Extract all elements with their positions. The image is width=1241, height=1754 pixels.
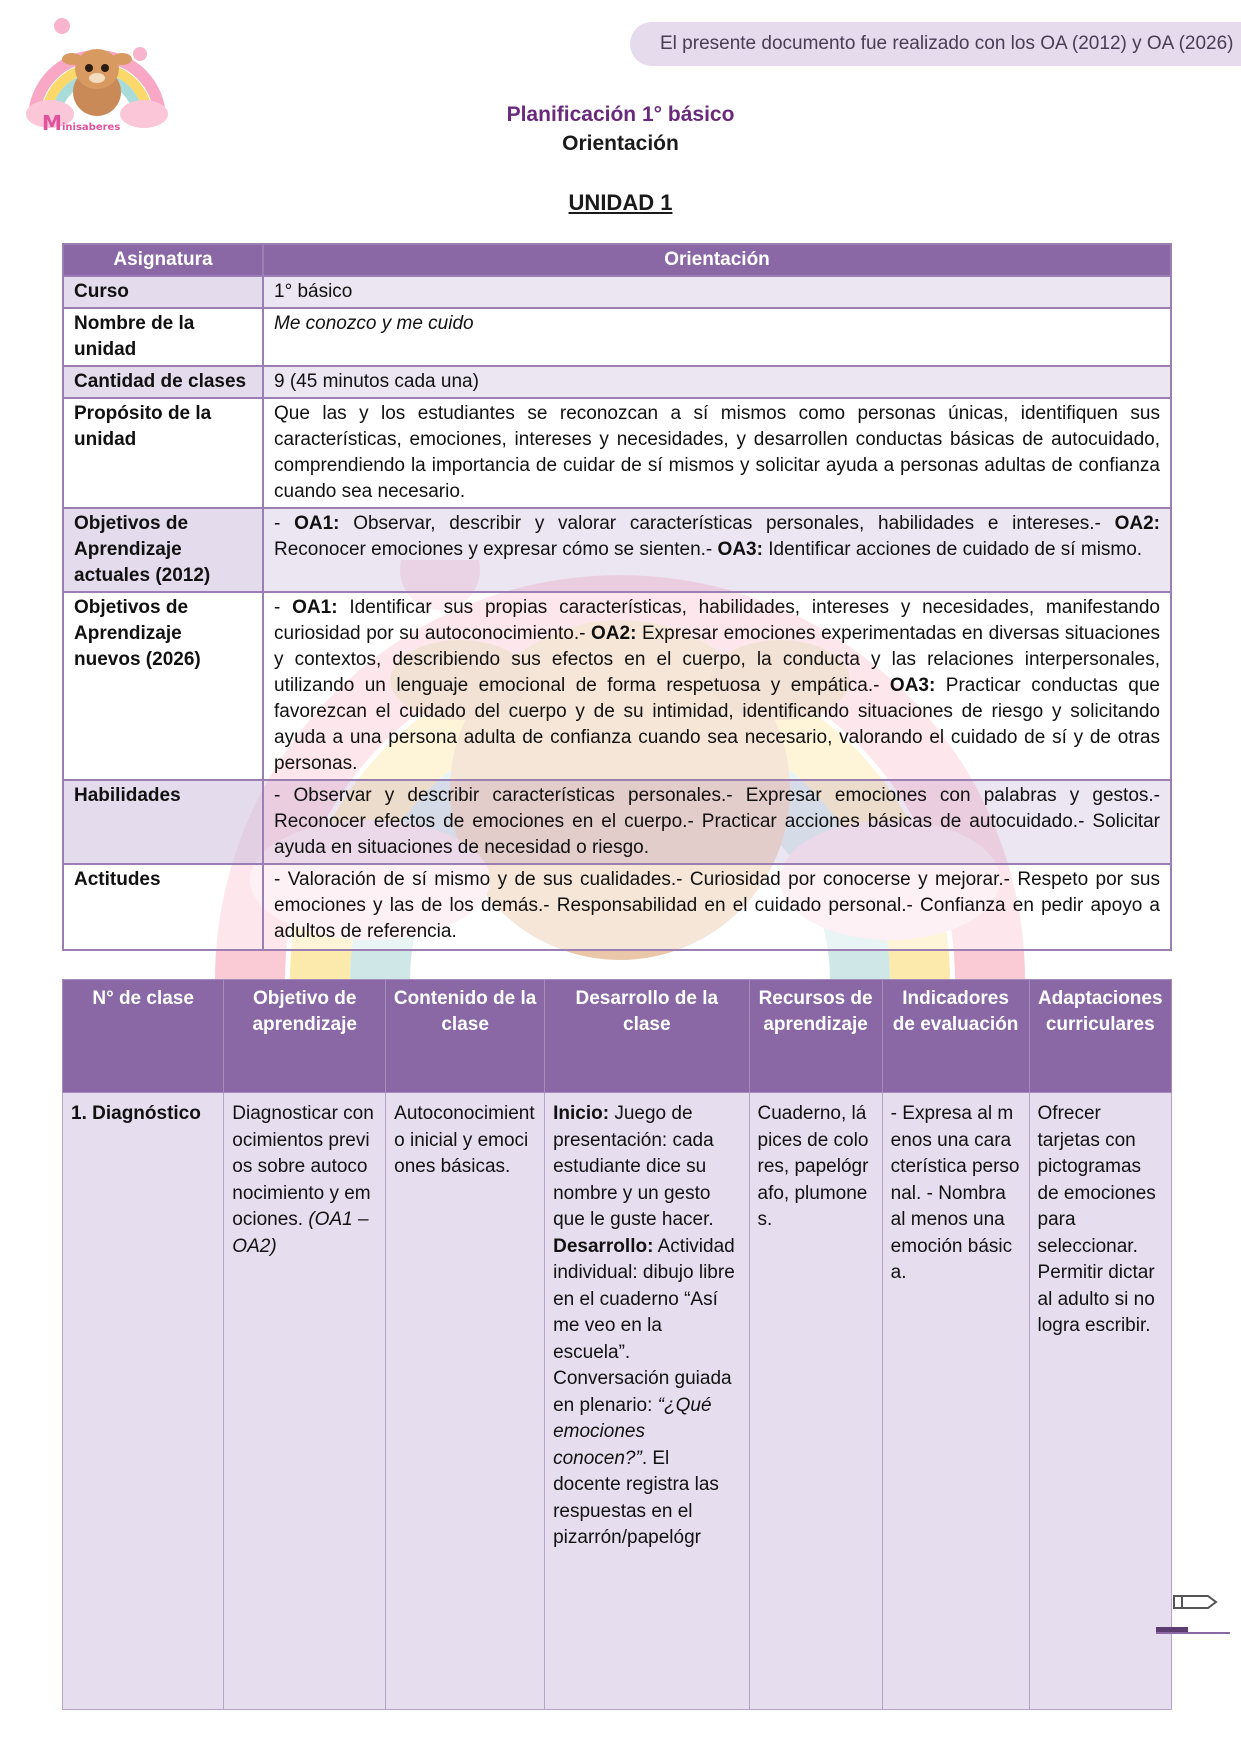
- col-header-indicadores: Indicadores de evaluación: [882, 980, 1029, 1093]
- cell-indicadores: - Expresa al menos una característica personal. - Nombra al menos una emoción básica.: [882, 1093, 1029, 1710]
- cantidad-label: Cantidad de clases: [63, 366, 263, 398]
- oa2012-row: [63, 508, 1171, 592]
- cell-adaptaciones: Ofrecer tarjetas con pictogramas de emociones para seleccionar. Permitir dictar al adulto si no logra escribir.: [1029, 1093, 1171, 1710]
- document-banner: El presente documento fue realizado con los OA (2012) y OA (2026): [630, 22, 1241, 66]
- proposito-value: Que las y los estudiantes se reconozcan a sí mismos como personas únicas, identifiquen sus características, emociones, intereses y necesidades, y desarrollen conductas básicas de autocuidado, comprendiendo la importancia de cuidar de sí mismos y solicitar ayuda a personas adultas de confianza cuando sea necesario.: [263, 398, 1171, 508]
- page-title: Planificación 1° básico: [506, 103, 735, 126]
- oa2026-row: [63, 592, 1171, 780]
- habilidades-value: - Observar y describir características personales.- Expresar emociones con palabras y gestos.- Reconocer efectos de emociones en el cuerpo.- Practicar acciones básicas de autocuidado.- Solicitar ayuda en situaciones de necesidad o riesgo.: [263, 780, 1171, 864]
- oa2026-label: Objetivos de Aprendizaje nuevos (2026): [63, 592, 263, 780]
- cell-desarrollo: Inicio: Juego de presentación: cada estudiante dice su nombre y un gesto que le guste hacer. Desarrollo: Actividad individual: dibujo libre en el cuaderno “Así me veo en la escuela”. Conversación guiada en plenario: “¿Qué emociones conocen?”. El docente registra las respuestas en el pizarrón/papelógr: [545, 1093, 749, 1710]
- cell-clase: 1. Diagnóstico: [63, 1093, 224, 1710]
- unit-info-table: [62, 243, 1172, 951]
- info-header-row: [63, 244, 1171, 276]
- habilidades-row: [63, 780, 1171, 864]
- curso-value: 1° básico: [263, 276, 1171, 308]
- plan-header-row: [63, 980, 1172, 1093]
- page-subject: Orientación: [562, 132, 679, 155]
- header-value: Orientación: [263, 244, 1171, 276]
- cell-objetivo: Diagnosticar conocimientos previos sobre autoconocimiento y emociones. (OA1 – OA2): [224, 1093, 386, 1710]
- col-header-contenido: Contenido de la clase: [386, 980, 545, 1093]
- page-corner-line: [1156, 1632, 1230, 1634]
- cantidad-row: [63, 366, 1171, 398]
- svg-text:M: M: [42, 111, 62, 135]
- actitudes-label: Actitudes: [63, 864, 263, 950]
- oa2012-label: Objetivos de Aprendizaje actuales (2012): [63, 508, 263, 592]
- oa2012-value: - OA1: Observar, describir y valorar características personales, habilidades e intereses.- OA2: Reconocer emociones y expresar cómo se sienten.- OA3: Identificar acciones de cuidado de sí mismo.: [263, 508, 1171, 592]
- header-key: Asignatura: [63, 244, 263, 276]
- col-header-objetivo: Objetivo de aprendizaje: [224, 980, 386, 1093]
- habilidades-label: Habilidades: [63, 780, 263, 864]
- proposito-label: Propósito de la unidad: [63, 398, 263, 508]
- curso-label: Curso: [63, 276, 263, 308]
- nombre-label: Nombre de la unidad: [63, 308, 263, 366]
- col-header-clase: N° de clase: [63, 980, 224, 1093]
- actitudes-row: [63, 864, 1171, 950]
- logo-wordmark: inisaberes: [62, 122, 121, 133]
- cell-recursos: Cuaderno, lápices de colores, papelógrafo, plumones.: [749, 1093, 882, 1710]
- unit-title: UNIDAD 1: [568, 190, 673, 215]
- cell-contenido: Autoconocimiento inicial y emociones básicas.: [386, 1093, 545, 1710]
- col-header-recursos: Recursos de aprendizaje: [749, 980, 882, 1093]
- curso-row: [63, 276, 1171, 308]
- col-header-desarrollo: Desarrollo de la clase: [545, 980, 749, 1093]
- cantidad-value: 9 (45 minutos cada una): [263, 366, 1171, 398]
- pencil-corner-icon: [1170, 1588, 1220, 1618]
- oa2026-value: - OA1: Identificar sus propias características, habilidades, intereses y necesidades, manifestando curiosidad por su autoconocimiento.- OA2: Expresar emociones experimentadas en diversas situaciones y contextos, describiendo sus efectos en el cuerpo, la conducta y las relaciones interpersonales, utilizando un lenguaje emocional de forma respetuosa y empática.- OA3: Practicar conductas que favorezcan el cuidado del cuerpo y de su intimidad, identificando situaciones de riesgo y solicitando ayuda a una persona adulta de confianza cuando sea necesario, valorando el cuidado de sí y de otras personas.: [263, 592, 1171, 780]
- proposito-row: [63, 398, 1171, 508]
- nombre-row: [63, 308, 1171, 366]
- col-header-adaptaciones: Adaptaciones curriculares: [1029, 980, 1171, 1093]
- plan-row-1: [63, 1093, 1172, 1710]
- class-plan-table: [62, 979, 1172, 1710]
- nombre-value: Me conozco y me cuido: [263, 308, 1171, 366]
- actitudes-value: - Valoración de sí mismo y de sus cualidades.- Curiosidad por conocerse y mejorar.- Respeto por sus emociones y las de los demás.- Responsabilidad en el cuidado personal.- Confianza en pedir apoyo a adultos de referencia.: [263, 864, 1171, 950]
